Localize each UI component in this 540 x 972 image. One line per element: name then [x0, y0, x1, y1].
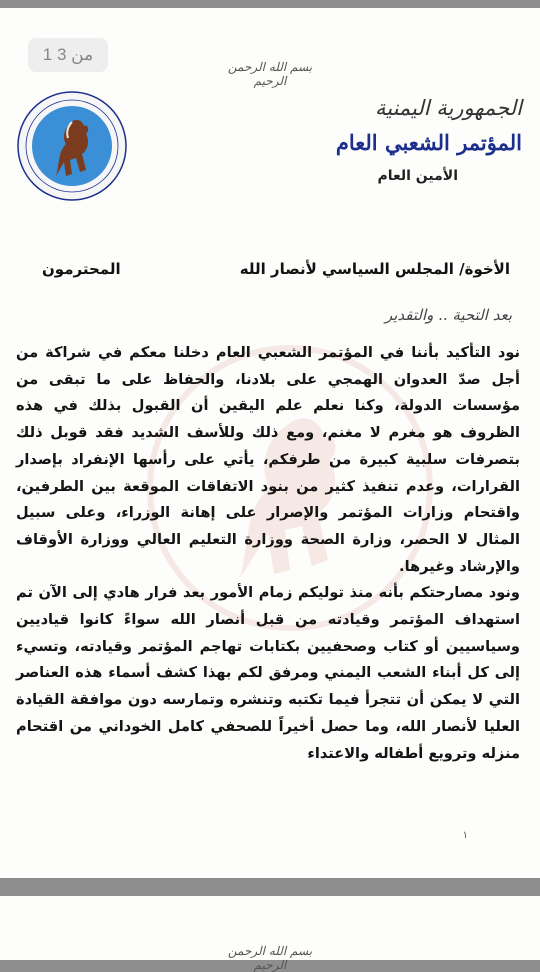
page-number: ١: [462, 830, 468, 841]
header-country-name: الجمهورية اليمنية: [374, 96, 522, 120]
body-paragraph-2: ونود مصارحتكم بأنه منذ توليكم زمام الأمور بعد فرار هادي إلى الآن تم استهداف المؤتمر وقيادته من قبل أنصار الله سواءً كانوا قياديين وسياسيين أو كتاب وصحفيين بكتابات تهاجم المؤتمر وقيادته، وتسيء إلى كل أبناء الشعب اليمني ومرفق لكم بهذا كشف أسماء هذه العناصر التي لا يمكن أن تتجرأ فيما تكتبه وتنشره وتمارسه دون موافقة القيادة العليا لأنصار الله، وما حصل أخيراً للصحفي كامل الخوداني من اقتحام منزله وترويع أطفاله والاعتداء: [16, 584, 520, 762]
page2-basmala-calligraphy: بسم الله الرحمن الرحيم: [227, 944, 313, 972]
letter-page-2: [0, 896, 540, 972]
party-horse-emblem-icon: [16, 90, 128, 202]
addressee-name: الأخوة/ المجلس السياسي لأنصار الله: [239, 260, 510, 278]
greeting: بعد التحية .. والتقدير: [384, 306, 512, 324]
letter-body: [16, 340, 520, 767]
basmala-calligraphy: بسم الله الرحمن الرحيم: [227, 60, 313, 88]
header-secretary-general: الأمين العام: [377, 168, 458, 184]
body-paragraph-1: نود التأكيد بأننا في المؤتمر الشعبي العام دخلنا معكم في شراكة من أجل صدّ العدوان الهمجي على بلادنا، والحفاظ على ما تبقى من مؤسسات الدولة، وكنا نعلم علم اليقين أن القبول بذلك في هذه الظروف هو مغرم لا مغنم، ومع ذلك وللأسف الشديد فقد قوبل ذلك بتصرفات سلبية كبيرة من طرفكم، يأتي على رأسها الإنفراد بإصدار القرارات، وعدم تنفيذ كثير من بنود الاتفاقات الموقعة بين الطرفين، واقتحام وزارات المؤتمر والإصرار على إهانة الوزراء، وعلى سبيل المثال لا الحصر، وزارة الصحة ووزارة التعليم العالي ووزارة الأوقاف والإرشاد وغيرها.: [16, 344, 520, 575]
addressee-line: [30, 260, 510, 278]
addressee-salute: المحترمون: [42, 260, 121, 278]
header-party-name: المؤتمر الشعبي العام: [335, 130, 522, 155]
letter-page-1: [0, 8, 540, 878]
page-indicator: 1 من 3: [28, 38, 108, 72]
